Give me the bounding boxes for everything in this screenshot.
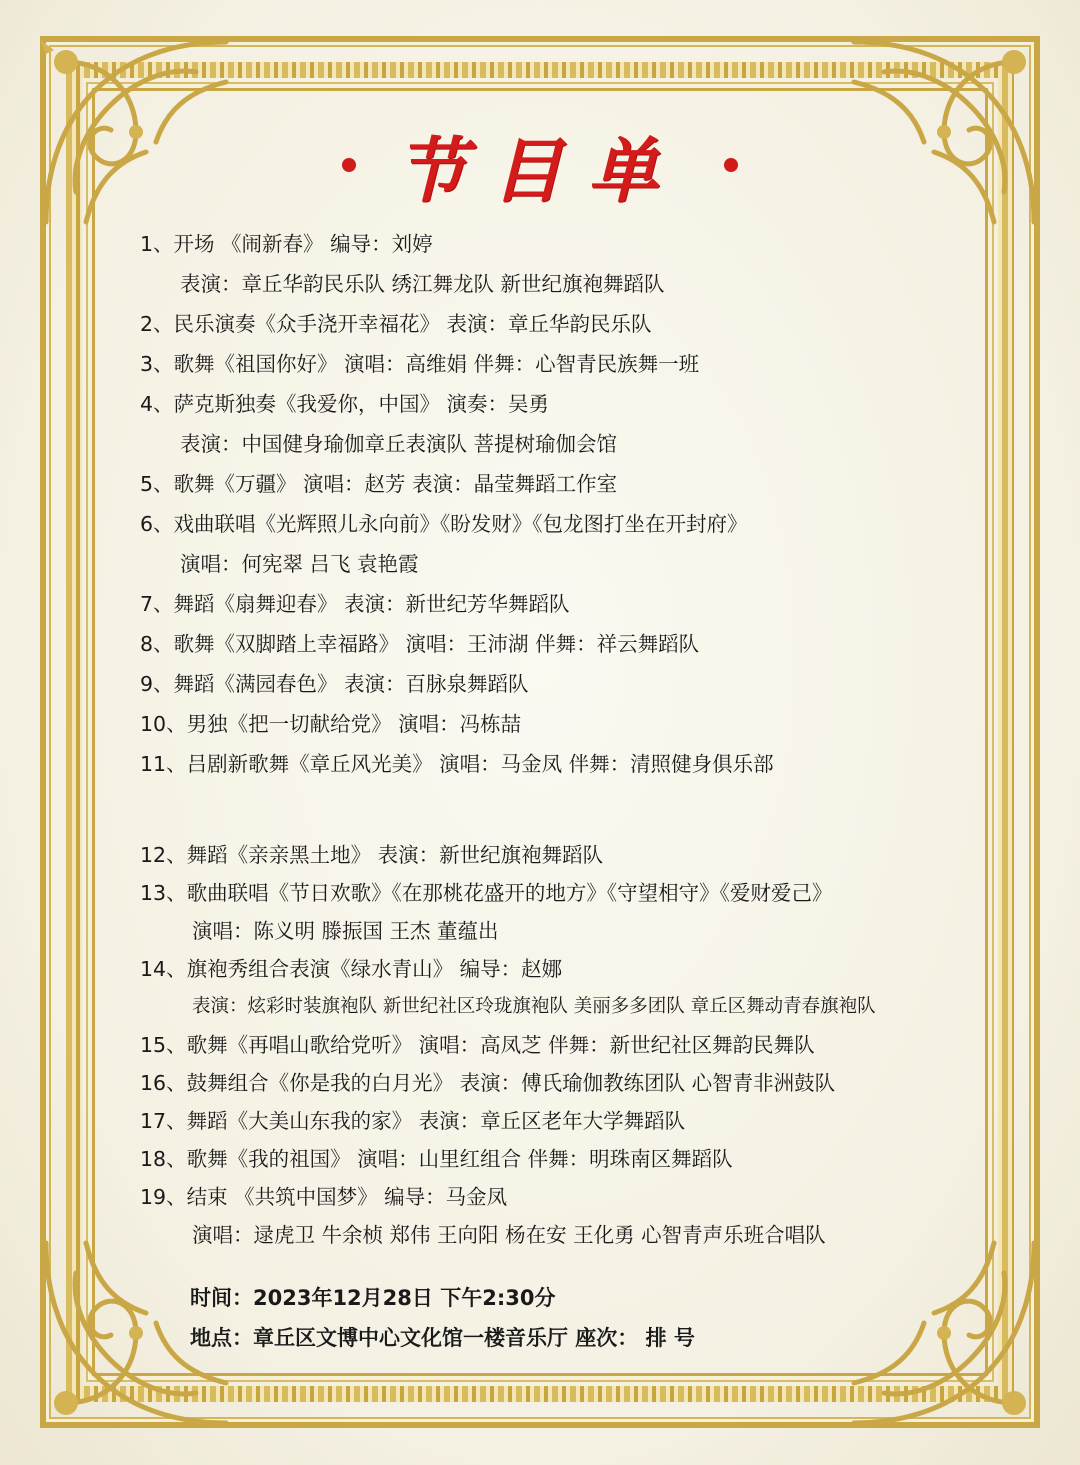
- program-item: 1、开场 《闹新春》 编导：刘婷: [140, 232, 433, 256]
- program-item: 12、舞蹈《亲亲黑土地》 表演：新世纪旗袍舞蹈队: [140, 843, 604, 867]
- program-item: 3、歌舞《祖国你好》 演唱：高维娟 伴舞：心智青民族舞一班: [140, 352, 700, 376]
- program-item: 15、歌舞《再唱山歌给党听》 演唱：高凤芝 伴舞：新世纪社区舞韵民舞队: [140, 1033, 815, 1057]
- program-item: 18、歌舞《我的祖国》 演唱：山里红组合 伴舞：明珠南区舞蹈队: [140, 1147, 733, 1171]
- program-item: 8、歌舞《双脚踏上幸福路》 演唱：王沛湖 伴舞：祥云舞蹈队: [140, 632, 700, 656]
- program-item: 16、鼓舞组合《你是我的白月光》 表演：傅氏瑜伽教练团队 心智青非洲鼓队: [140, 1071, 836, 1095]
- program-item: 7、舞蹈《扇舞迎春》 表演：新世纪芳华舞蹈队: [140, 592, 570, 616]
- title-row: [0, 110, 1080, 220]
- program-item: 14、旗袍秀组合表演《绿水青山》 编导：赵娜: [140, 957, 563, 981]
- program-item-detail: 演唱：何宪翠 吕飞 袁艳霞: [180, 552, 419, 576]
- page-title: 节目单: [396, 128, 684, 212]
- event-info: [190, 1278, 990, 1358]
- section-gap: [140, 784, 960, 836]
- program-list: [140, 224, 960, 1254]
- program-item: 6、戏曲联唱《光辉照儿永向前》《盼发财》《包龙图打坐在开封府》: [140, 512, 748, 536]
- program-item: 2、民乐演奏《众手浇开幸福花》 表演：章丘华韵民乐队: [140, 312, 652, 336]
- program-item-detail: 表演：章丘华韵民乐队 绣江舞龙队 新世纪旗袍舞蹈队: [180, 272, 665, 296]
- program-item: 11、吕剧新歌舞《章丘风光美》 演唱：马金凤 伴舞：清照健身俱乐部: [140, 752, 774, 776]
- title-dot-right: [724, 158, 738, 172]
- event-venue: 地点：章丘区文博中心文化馆一楼音乐厅 座次： 排 号: [190, 1326, 695, 1350]
- program-item: 5、歌舞《万疆》 演唱：赵芳 表演：晶莹舞蹈工作室: [140, 472, 618, 496]
- program-item: 17、舞蹈《大美山东我的家》 表演：章丘区老年大学舞蹈队: [140, 1109, 686, 1133]
- program-item-detail: 表演：炫彩时装旗袍队 新世纪社区玲珑旗袍队 美丽多多团队 章丘区舞动青春旗袍队: [192, 996, 876, 1017]
- program-item-detail: 演唱：逯虎卫 牛余桢 郑伟 王向阳 杨在安 王化勇 心智青声乐班合唱队: [192, 1223, 826, 1247]
- program-item-detail: 演唱：陈义明 滕振国 王杰 董蕴出: [192, 919, 499, 943]
- program-item: 13、歌曲联唱《节日欢歌》《在那桃花盛开的地方》《守望相守》《爱财爱己》: [140, 881, 833, 905]
- program-item: 4、萨克斯独奏《我爱你，中国》 演奏：吴勇: [140, 392, 550, 416]
- program-item: 19、结束 《共筑中国梦》 编导：马金凤: [140, 1185, 508, 1209]
- program-item: 9、舞蹈《满园春色》 表演：百脉泉舞蹈队: [140, 672, 529, 696]
- title-dot-left: [342, 158, 356, 172]
- program-item-detail: 表演：中国健身瑜伽章丘表演队 菩提树瑜伽会馆: [180, 432, 618, 456]
- program-item: 10、男独《把一切献给党》 演唱：冯栋喆: [140, 712, 522, 736]
- event-time: 时间：2023年12月28日 下午2:30分: [190, 1286, 556, 1310]
